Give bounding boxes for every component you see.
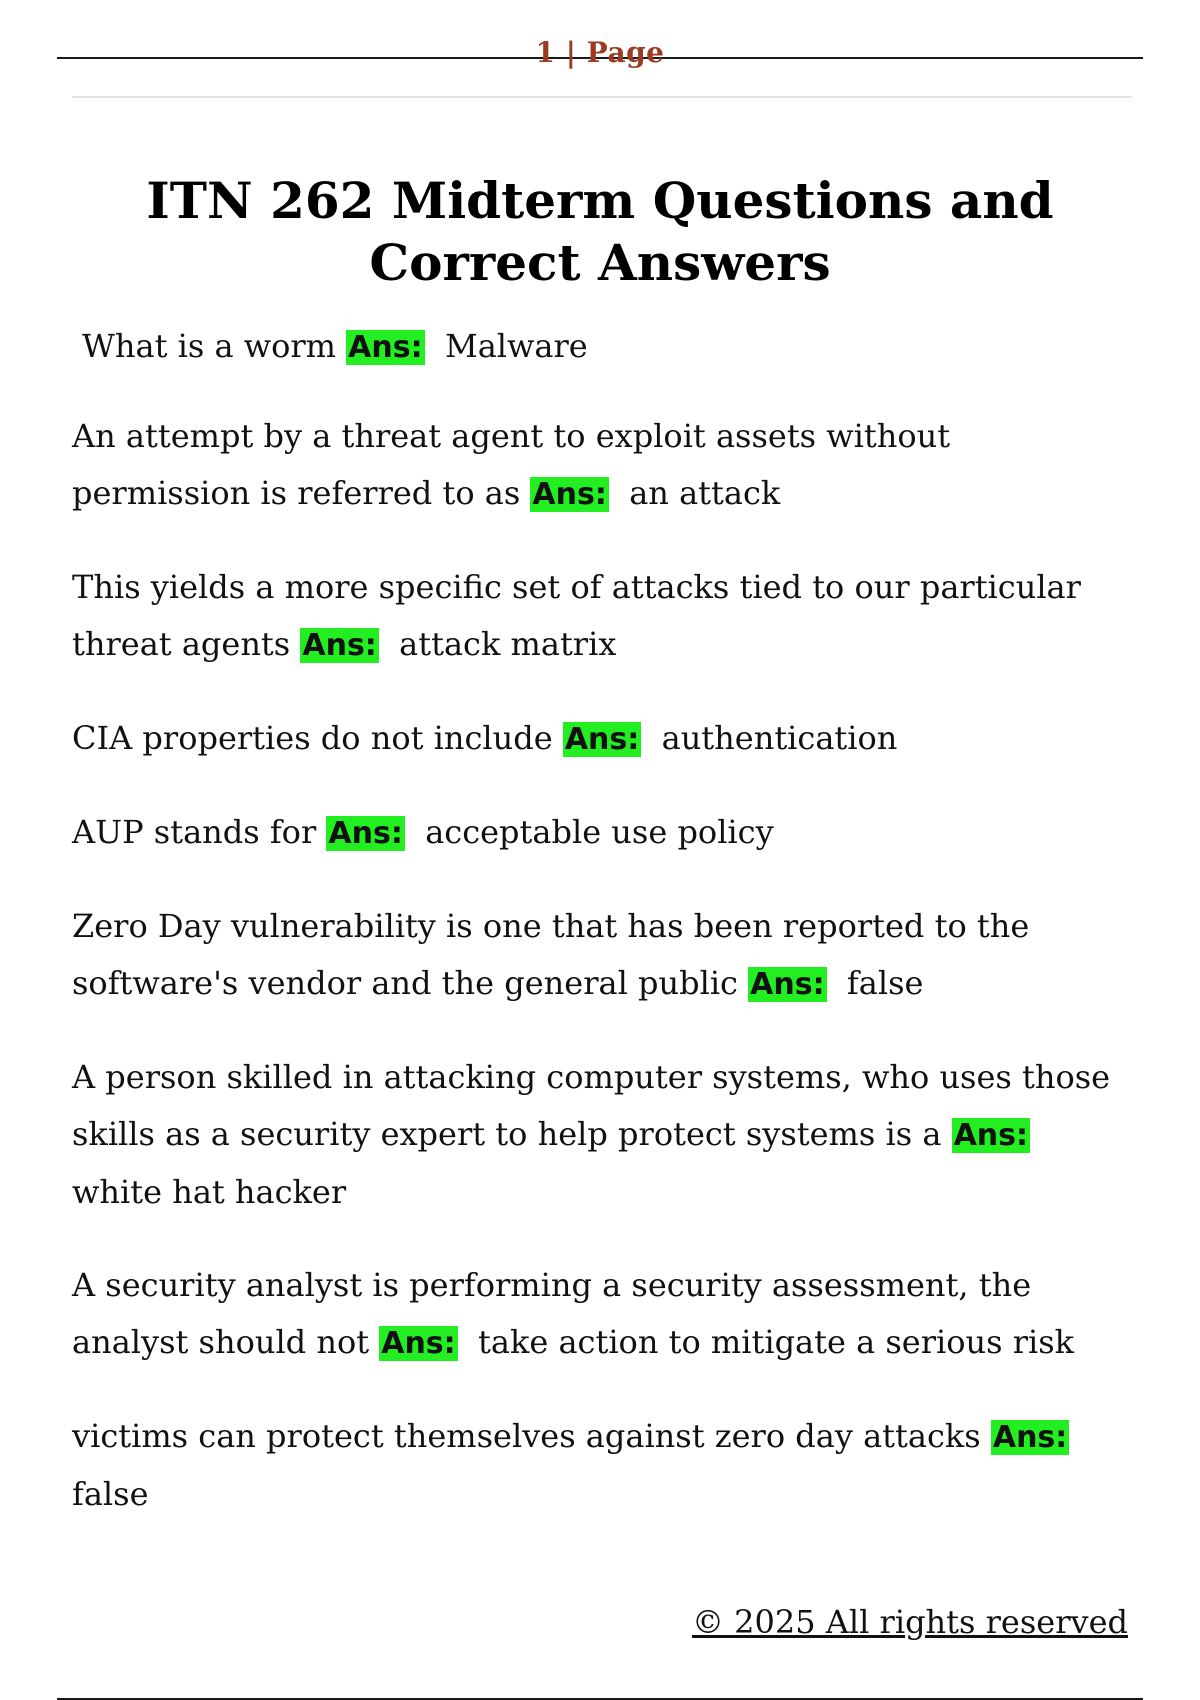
qa-item	[72, 322, 1132, 372]
answer-text: false	[72, 1475, 149, 1513]
answer-label: Ans:	[750, 967, 825, 1002]
answer-label: Ans:	[564, 722, 640, 757]
qa-item	[72, 898, 1132, 1013]
answer-label: Ans:	[328, 816, 403, 851]
qa-item	[72, 804, 1132, 862]
answer-text: authentication	[661, 719, 898, 757]
answer-text: take action to mitigate a serious risk	[478, 1323, 1075, 1361]
question-text: CIA properties do not include	[72, 719, 553, 757]
question-text: A security analyst is performing a security assessment, the analyst should not	[72, 1266, 1032, 1361]
document-title: ITN 262 Midterm Questions and Correct Answers	[146, 171, 1054, 292]
answer-text: attack matrix	[399, 625, 617, 663]
question-text: This yields a more specific set of attacks tied to our particular threat agents	[72, 568, 1081, 663]
header-divider	[72, 96, 1132, 98]
qa-item	[72, 1257, 1132, 1372]
qa-item	[72, 1408, 1132, 1523]
answer-text: Malware	[444, 327, 588, 365]
answer-text: false	[846, 964, 924, 1002]
question-text: AUP stands for	[72, 813, 317, 851]
qa-item	[72, 710, 1132, 768]
question-text: victims can protect themselves against zero day attacks	[72, 1417, 981, 1455]
question-text: A person skilled in attacking computer systems, who uses those skills as a security expert to help protect systems is a	[72, 1058, 1111, 1153]
answer-label: Ans:	[992, 1420, 1068, 1455]
page-number: 1 | Page	[535, 36, 665, 69]
answer-text: acceptable use policy	[425, 813, 774, 851]
answer-label: Ans:	[381, 1326, 456, 1361]
answer-label: Ans:	[302, 628, 377, 663]
qa-item	[72, 1049, 1132, 1221]
answer-label: Ans:	[532, 477, 607, 512]
answer-text: white hat hacker	[72, 1173, 347, 1211]
question-text: An attempt by a threat agent to exploit assets without permission is referred to as	[72, 417, 951, 512]
copyright-notice: © 2025 All rights reserved	[692, 1603, 1128, 1641]
answer-text: an attack	[629, 474, 781, 512]
qa-item	[72, 559, 1132, 674]
question-text: What is a worm	[82, 327, 336, 365]
answer-label: Ans:	[953, 1118, 1028, 1153]
qa-list	[72, 322, 1132, 1559]
question-text: Zero Day vulnerability is one that has been reported to the software's vendor and the general public	[72, 907, 1030, 1002]
qa-item	[72, 408, 1132, 523]
answer-label: Ans:	[348, 330, 423, 365]
